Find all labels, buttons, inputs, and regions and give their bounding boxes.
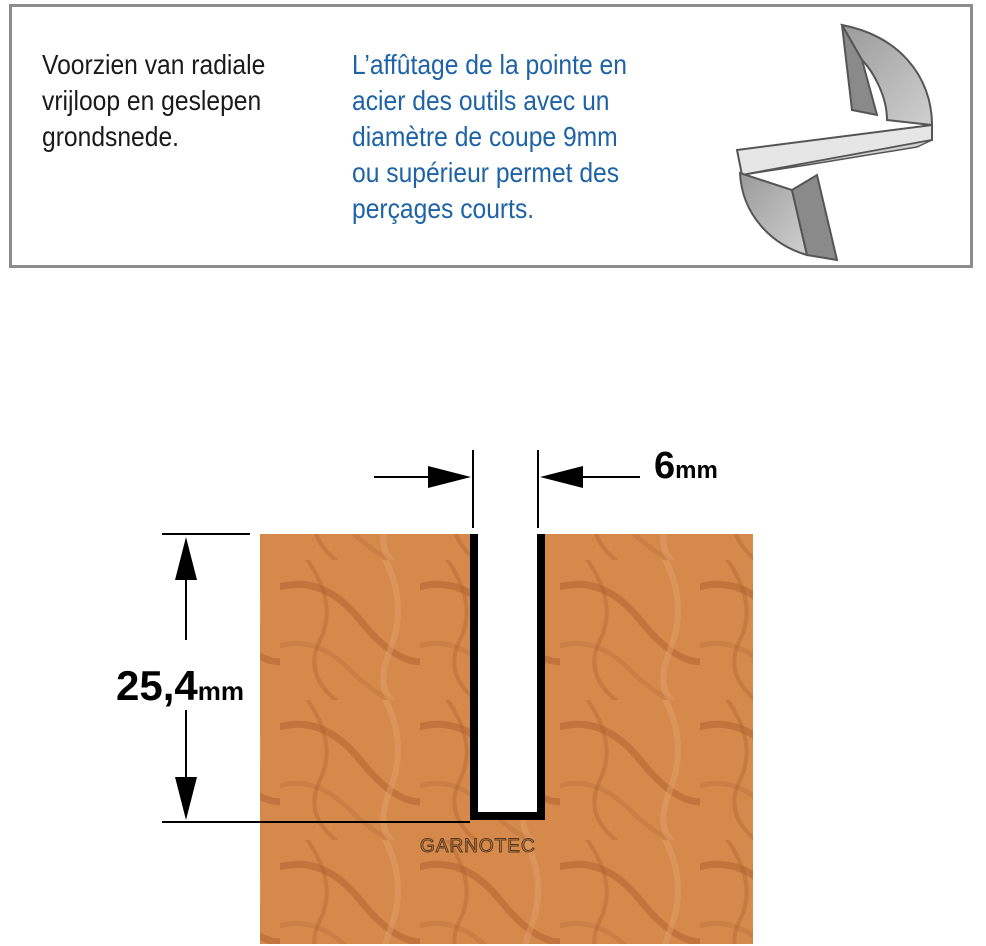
width-arrow-right-head xyxy=(540,466,583,488)
width-value: 6 xyxy=(654,445,676,487)
depth-arrow-head-top xyxy=(175,537,197,580)
dutch-note: Voorzien van radiale vrijloop en geslepen grondsnede. xyxy=(42,49,266,152)
width-arrow-left-head xyxy=(428,466,471,488)
brand-engraving: GARNOTEC xyxy=(420,836,536,857)
width-unit: mm xyxy=(675,457,718,484)
groove-interior xyxy=(478,534,537,812)
french-note: L’affûtage de la pointe en acier des outils avec un diamètre de coupe 9mm ou supérieur permet des perçages courts. xyxy=(352,49,627,224)
depth-label xyxy=(116,662,244,709)
width-label xyxy=(654,445,718,487)
depth-unit: mm xyxy=(197,676,244,706)
depth-arrow-head-bottom xyxy=(175,777,197,820)
depth-value: 25,4 xyxy=(116,662,198,709)
